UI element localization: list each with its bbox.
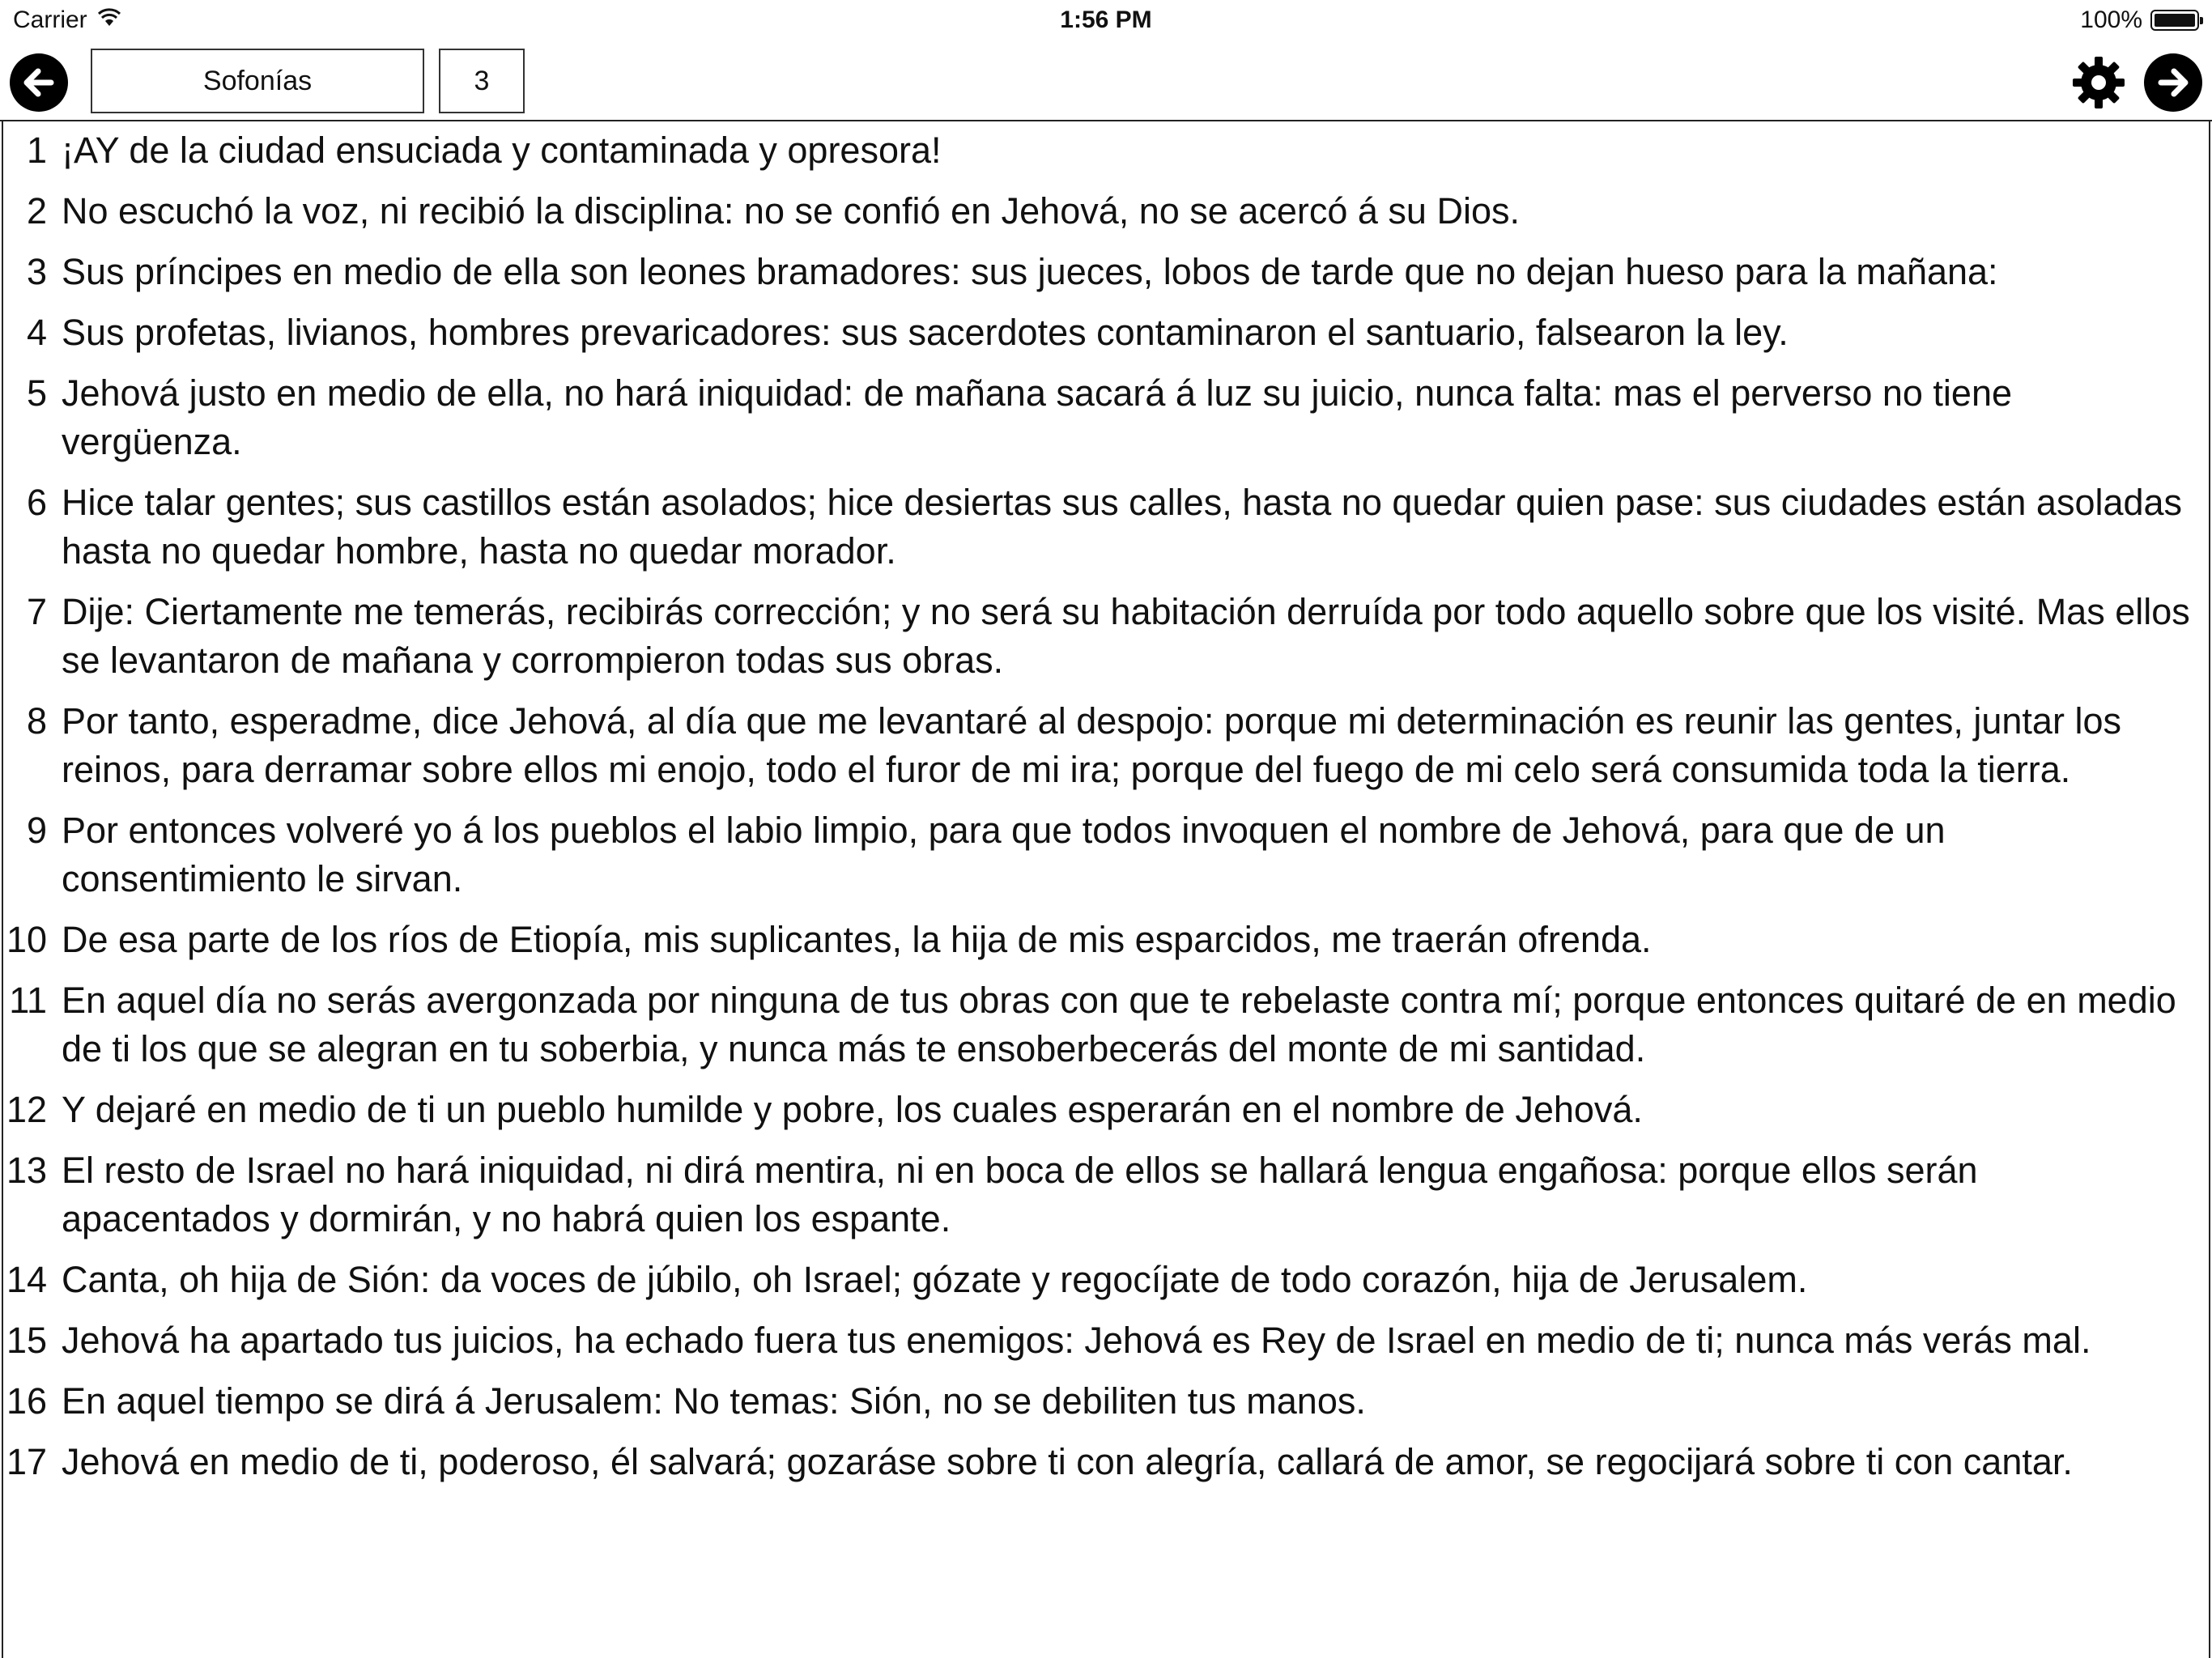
verse-number: 2 [26, 190, 47, 232]
verse-number: 5 [26, 372, 47, 414]
verse-number: 4 [26, 312, 47, 353]
status-bar [0, 0, 2212, 44]
verse-row[interactable] [3, 976, 2209, 1073]
verse-text: En aquel tiempo se dirá á Jerusalem: No temas: Sión, no se debiliten tus manos. [62, 1380, 1366, 1422]
next-chapter-button[interactable] [2144, 53, 2202, 112]
gear-icon [2069, 53, 2128, 112]
verse-list[interactable] [2, 121, 2210, 1658]
verse-number: 9 [26, 810, 47, 851]
verse-text: No escuchó la voz, ni recibió la disciplina: no se confió en Jehová, no se acercó á su Dios. [62, 190, 1520, 232]
verse-text: Por tanto, esperadme, dice Jehová, al día que me levantaré al despojo: porque mi determinación es reunir las gentes, juntar los reinos, para derramar sobre ellos mi enojo, todo el furor de mi ira; porque del fuego de mi celo será consumida toda la tierra. [62, 700, 2121, 790]
verse-text: Dije: Ciertamente me temerás, recibirás corrección; y no será su habitación derruída por todo aquello sobre que los visité. Mas ellos se levantaron de mañana y corrompieron todas sus obras. [62, 591, 2190, 681]
verse-text: Sus profetas, livianos, hombres prevaricadores: sus sacerdotes contaminaron el santuario, falsearon la ley. [62, 312, 1789, 353]
verse-text: Jehová ha apartado tus juicios, ha echado fuera tus enemigos: Jehová es Rey de Israel en medio de ti; nunca más verás mal. [62, 1320, 2091, 1361]
battery-icon [2150, 10, 2199, 31]
verse-text: ¡AY de la ciudad ensuciada y contaminada y opresora! [62, 130, 942, 171]
verses-container [3, 121, 2209, 1486]
arrow-right-icon [2153, 62, 2193, 103]
verse-number: 16 [6, 1380, 47, 1422]
verse-row[interactable] [3, 1146, 2209, 1244]
verse-row[interactable] [3, 588, 2209, 685]
verse-row[interactable] [3, 1316, 2209, 1365]
verse-text: De esa parte de los ríos de Etiopía, mis suplicantes, la hija de mis esparcidos, me traerán ofrenda. [62, 919, 1652, 960]
toolbar [0, 44, 2212, 121]
verse-number: 3 [26, 251, 47, 292]
carrier-label: Carrier [13, 6, 87, 33]
verse-row[interactable] [3, 369, 2209, 466]
verse-text: Por entonces volveré yo á los pueblos el labio limpio, para que todos invoquen el nombre de Jehová, para que de un consentimiento le sirvan. [62, 810, 1946, 899]
verse-number: 12 [6, 1089, 47, 1130]
status-right [2080, 6, 2199, 34]
verse-row[interactable] [3, 126, 2209, 175]
verse-row[interactable] [3, 478, 2209, 576]
verse-row[interactable] [3, 1438, 2209, 1486]
verse-number: 6 [26, 482, 47, 523]
verse-row[interactable] [3, 697, 2209, 794]
verse-number: 17 [6, 1441, 47, 1482]
verse-number: 10 [6, 919, 47, 960]
verse-row[interactable] [3, 806, 2209, 903]
battery-percent: 100% [2080, 6, 2142, 33]
verse-row[interactable] [3, 248, 2209, 296]
verse-row[interactable] [3, 1256, 2209, 1304]
verse-text: El resto de Israel no hará iniquidad, ni dirá mentira, ni en boca de ellos se hallará lengua engañosa: porque ellos serán apacentados y dormirán, y no habrá quien los espante. [62, 1150, 1978, 1239]
book-selector[interactable]: Sofonías [91, 49, 424, 113]
verse-row[interactable] [3, 1377, 2209, 1426]
verse-row[interactable] [3, 187, 2209, 236]
status-time: 1:56 PM [1060, 6, 1152, 33]
verse-number: 1 [26, 130, 47, 171]
verse-text: Sus príncipes en medio de ella son leones bramadores: sus jueces, lobos de tarde que no dejan hueso para la mañana: [62, 251, 1998, 292]
settings-button[interactable] [2069, 53, 2128, 112]
verse-text: Jehová justo en medio de ella, no hará iniquidad: de mañana sacará á luz su juicio, nunca falta: mas el perverso no tiene vergüenza. [62, 372, 2012, 462]
verse-number: 14 [6, 1259, 47, 1300]
verse-number: 13 [6, 1150, 47, 1191]
verse-text: En aquel día no serás avergonzada por ninguna de tus obras con que te rebelaste contra mí; porque entonces quitaré de en medio de ti los que se alegran en tu soberbia, y nunca más te ensoberbecerás del monte de mi santidad. [62, 980, 2176, 1069]
verse-number: 15 [6, 1320, 47, 1361]
verse-number: 7 [26, 591, 47, 632]
verse-row[interactable] [3, 1086, 2209, 1134]
verse-row[interactable] [3, 916, 2209, 964]
verse-text: Jehová en medio de ti, poderoso, él salvará; gozaráse sobre ti con alegría, callará de amor, se regocijará sobre ti con cantar. [62, 1441, 2073, 1482]
previous-chapter-button[interactable] [10, 53, 68, 112]
verse-row[interactable] [3, 308, 2209, 357]
verse-number: 11 [9, 980, 47, 1021]
chapter-selector[interactable]: 3 [439, 49, 525, 113]
verse-text: Hice talar gentes; sus castillos están asolados; hice desiertas sus calles, hasta no quedar quien pase: sus ciudades están asoladas hasta no quedar hombre, hasta no quedar morador. [62, 482, 2183, 572]
verse-number: 8 [26, 700, 47, 742]
verse-text: Canta, oh hija de Sión: da voces de júbilo, oh Israel; gózate y regocíjate de todo corazón, hija de Jerusalem. [62, 1259, 1808, 1300]
verse-text: Y dejaré en medio de ti un pueblo humilde y pobre, los cuales esperarán en el nombre de Jehová. [62, 1089, 1643, 1130]
arrow-left-icon [19, 62, 59, 103]
